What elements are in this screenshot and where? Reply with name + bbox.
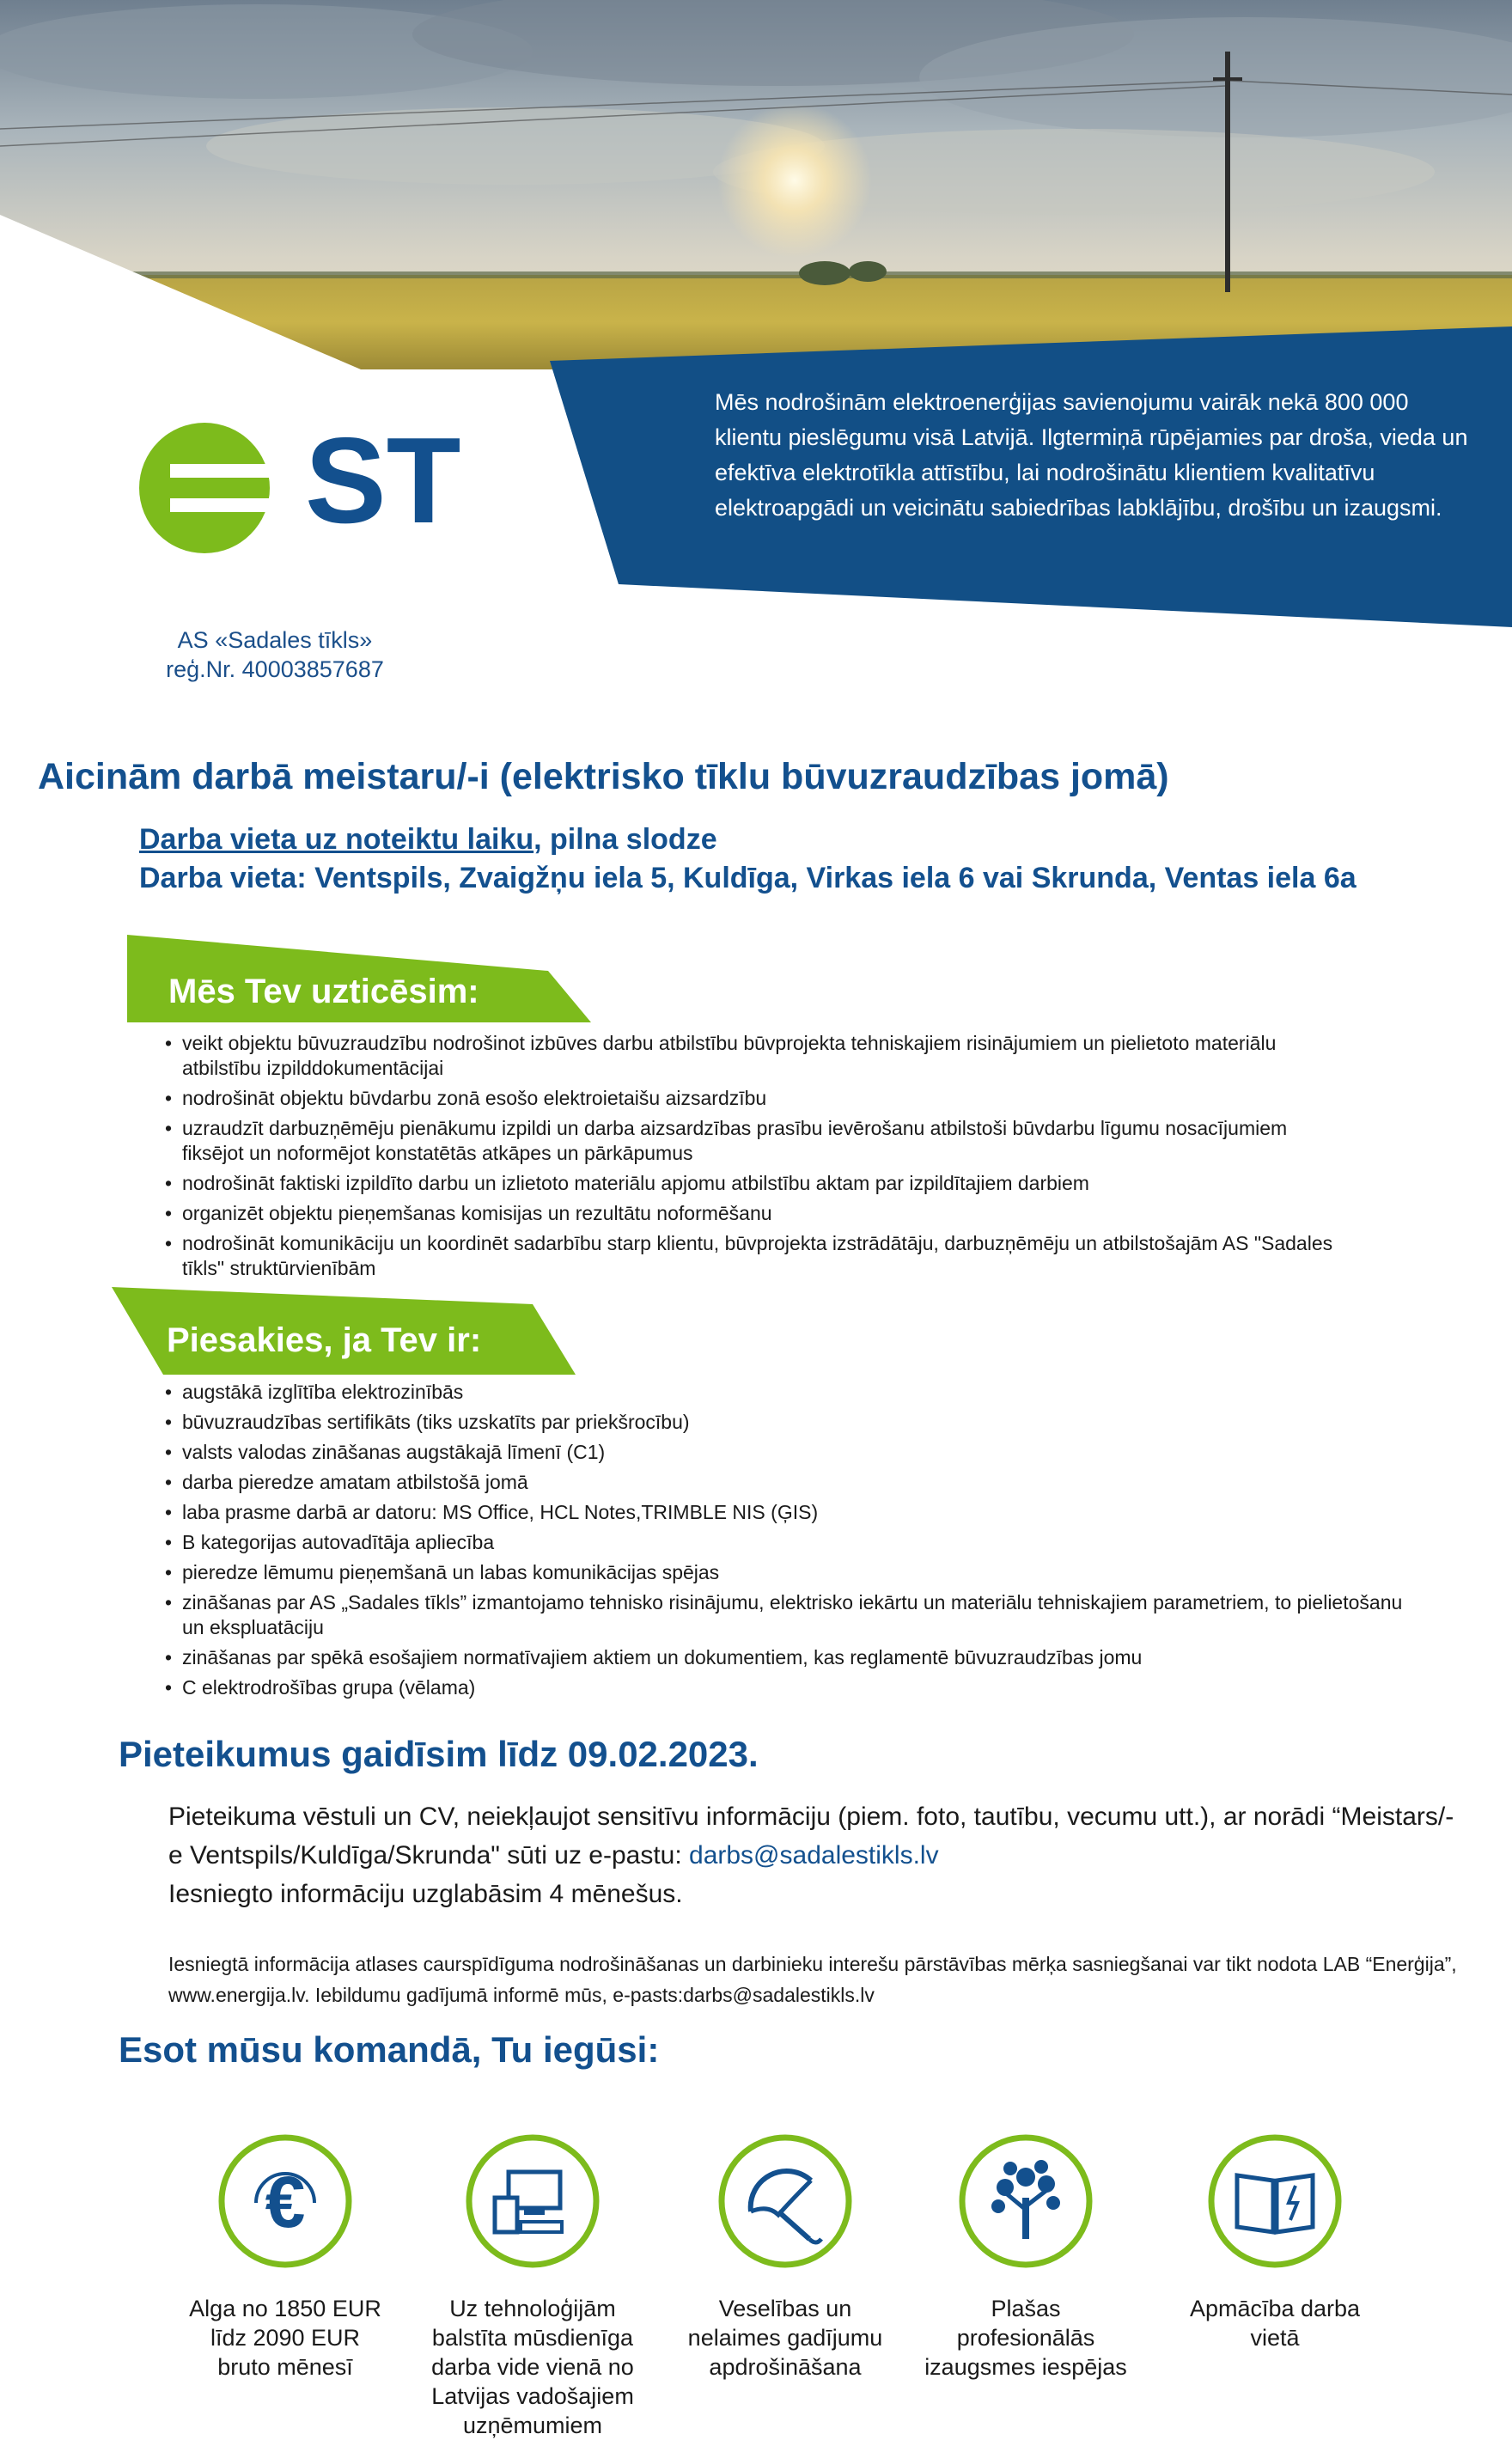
- benefit-label: Uz tehnoloģijām balstīta mūsdienīga darba vide vienā no Latvijas vadošajiem uzņēmumiem: [431, 2296, 634, 2438]
- list-item: • nodrošināt faktiski izpildīto darbu un izlietoto materiālu apjomu atbilstību aktam par izpildītajiem darbiem: [165, 1171, 1350, 1196]
- requirements-heading: Piesakies, ja Tev ir:: [167, 1321, 482, 1359]
- benefit-workplace: [430, 2132, 636, 2440]
- job-location: Darba vieta: Ventspils, Zvaigžņu iela 5, Kuldīga, Virkas iela 6 vai Skrunda, Ventas iela 6a: [139, 862, 1357, 894]
- application-deadline: Pieteikumus gaidīsim līdz 09.02.2023.: [119, 1734, 759, 1774]
- list-item: • uzraudzīt darbuzņēmēju pienākumu izpildi un darba aizsardzības prasību ievērošanu atbilstoši būvdarbu līgumu nosacījumiem fiksējot un noformējot konstatētās atkāpes un pārkāpumus: [165, 1116, 1350, 1166]
- intro-text: Mēs nodrošinām elektroenerģijas savienojumu vairāk nekā 800 000 klientu pieslēgumu visā Latvijā. Ilgtermiņā rūpējamies par droša, vieda un efektīva elektrotīkla attīstību, lai nodrošinātu klientiem kvalitatīvu elektroapgādi un veicinātu sabiedrības labklājību, drošību un izaugsmi.: [715, 389, 1468, 521]
- list-item: • nodrošināt komunikāciju un koordinēt sadarbību starp klientu, būvprojekta izstrādātāju, darbuzņēmēju un atbilstošajām AS "Sadales tīkls" struktūrvienībām: [165, 1231, 1350, 1281]
- list-item: • organizēt objektu pieņemšanas komisijas un rezultātu noformēšanu: [165, 1201, 1350, 1226]
- list-item: • būvuzraudzības sertifikāts (tiks uzskatīts par priekšrocību): [165, 1410, 1419, 1435]
- company-name: AS «Sadales tīkls»: [177, 627, 373, 653]
- requirements-list: [165, 1380, 1419, 1705]
- list-item: • laba prasme darbā ar datoru: MS Office, HCL Notes,TRIMBLE NIS (ĢIS): [165, 1500, 1419, 1525]
- logo-text: ST: [305, 419, 461, 549]
- list-item: • B kategorijas autovadītāja apliecība: [165, 1530, 1419, 1555]
- benefit-salary: [182, 2132, 388, 2382]
- book-icon: [1206, 2132, 1344, 2270]
- benefit-label: Apmācība darba vietā: [1189, 2296, 1361, 2351]
- list-item: • pieredze lēmumu pieņemšanā un labas komunikācijas spējas: [165, 1560, 1419, 1585]
- company-logo: [137, 419, 464, 557]
- benefit-growth: [923, 2132, 1129, 2382]
- list-item: • zināšanas par AS „Sadales tīkls” izmantojamo tehnisko risinājumu, elektrisko iekārtu un materiālu tehniskajiem parametriem, to pielietošanu un ekspluatāciju: [165, 1590, 1419, 1640]
- company-info: [129, 625, 421, 684]
- benefits-heading: Esot mūsu komandā, Tu iegūsi:: [119, 2029, 660, 2070]
- list-item: • valsts valodas zināšanas augstākajā līmenī (C1): [165, 1440, 1419, 1465]
- benefit-training: [1172, 2132, 1378, 2352]
- email-link[interactable]: darbs@sadalestikls.lv: [689, 1841, 939, 1870]
- job-title: Aicinām darbā meistaru/-i (elektrisko tīklu būvuzraudzības jomā): [38, 756, 1169, 797]
- duties-heading-banner: [127, 935, 591, 1022]
- duties-list: [165, 1031, 1350, 1286]
- list-item: • zināšanas par spēkā esošajiem normatīvajiem aktiem un dokumentiem, kas reglamentē būvuzraudzības jomu: [165, 1645, 1419, 1670]
- devices-icon: [464, 2132, 601, 2270]
- privacy-notice: Iesniegtā informācija atlases caurspīdīguma nodrošināšanas un darbinieku interešu pārstāvības mērķa sasniegšanai var tikt nodota LAB “Enerģija”, www.energija.lv. Iebildumu gadījumā informē mūs, e-pasts:darbs@sadalestikls.lv: [168, 1953, 1457, 2006]
- contract-type: Darba vieta uz noteiktu laiku: [139, 823, 534, 856]
- list-item: • nodrošināt objektu būvdarbu zonā esošo elektroietaišu aizsardzību: [165, 1086, 1350, 1111]
- company-reg-number: reģ.Nr. 40003857687: [166, 656, 384, 682]
- duties-heading: Mēs Tev uzticēsim:: [168, 973, 479, 1010]
- umbrella-icon: [716, 2132, 854, 2270]
- list-item: • veikt objektu būvuzraudzību nodrošinot izbūves darbu atbilstību būvprojekta tehniskajiem risinājumiem un pielietoto materiālu atbilstību izpilddokumentācijai: [165, 1031, 1350, 1081]
- benefit-insurance: [682, 2132, 888, 2382]
- application-instructions: Pieteikuma vēstuli un CV, neiekļaujot sensitīvu informāciju (piem. foto, tautību, vecumu utt.), ar norādi “Meistars/-e Ventspils/Kuldīga/Skrunda" sūti uz e-pastu: darbs@sadalestikls.lv Iesniegto informāciju uzglabāsim 4 mēnešus.: [168, 1803, 1454, 1908]
- growth-tree-icon: [957, 2132, 1094, 2270]
- header-landscape-photo: [0, 0, 1512, 369]
- benefit-label: Veselības un nelaimes gadījumu apdrošināšana: [687, 2296, 883, 2380]
- list-item: • augstākā izglītība elektrozinībās: [165, 1380, 1419, 1405]
- list-item: • C elektrodrošības grupa (vēlama): [165, 1675, 1419, 1700]
- euro-icon: [216, 2132, 354, 2270]
- svg-text:€: €: [265, 2162, 306, 2242]
- requirements-heading-banner: [112, 1287, 576, 1375]
- benefit-label: Plašas profesionālās izaugsmes iespējas: [924, 2296, 1127, 2380]
- job-contract: Darba vieta uz noteiktu laiku, pilna slodze: [139, 823, 717, 856]
- benefit-label: Alga no 1850 EUR līdz 2090 EUR bruto mēnesī: [189, 2296, 381, 2380]
- customer-count: 800 000: [1324, 389, 1409, 415]
- list-item: • darba pieredze amatam atbilstošā jomā: [165, 1470, 1419, 1495]
